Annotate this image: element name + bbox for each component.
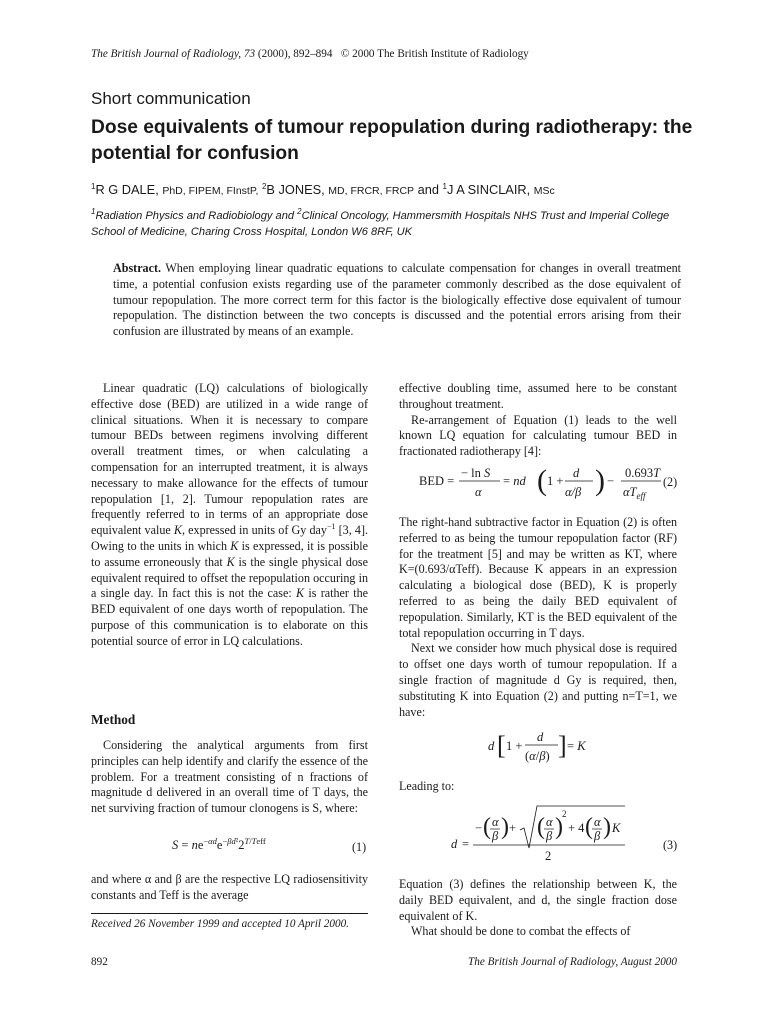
- author-1-affil-mark: 1: [91, 182, 96, 191]
- equation-3: [445, 800, 645, 862]
- equation-1: $S = ne^{-\alpha d}e^{-\beta d^2}2^{T/Teff}$: [172, 836, 266, 852]
- author-2-degrees: MD, FRCR, FRCP: [328, 185, 415, 197]
- svg-text:= K: = K: [567, 739, 586, 753]
- method-paragraph: [91, 738, 368, 817]
- svg-text:d: d: [573, 466, 580, 480]
- svg-text:=: =: [462, 837, 470, 851]
- svg-text:1 +: 1 +: [506, 739, 523, 753]
- abstract-text: When employing linear quadratic equations to calculate compensation for changes in overall treatment time, a potential confusion exists regarding use of the parameter commonly described as the dose equivalent of tumour repopulation. The more correct term for this factor is the biologically effective dose equivalent of tumour repopulation. The distinction between the two concepts is discussed and the potential errors arising from their confusion are illustrated by means of an example.: [113, 261, 681, 339]
- affiliation: [91, 209, 691, 240]
- svg-text:K: K: [612, 821, 621, 835]
- svg-text:−: −: [475, 821, 483, 835]
- article-title: Dose equivalents of tumour repopulation during radiotherapy: the potential for confusion: [91, 117, 693, 164]
- right-column-text-2: The right-hand subtractive factor in Equation (2) is often referred to as being the tumour repopulation factor (RF) for the treatment [5] and may be written as KT, where K=(0.693/αTeff). Because K appears in an expression calculating a biological dose (BED), K is properly referred to as being the daily BED equivalent of repopulation. Similarly, KT is the BED equivalent of the total repopulation occurring in T days. Next we consider how much physical dose is required to offset one days worth of tumour repopulation. If a single fraction of magnitude d Gy is required, then, substituting K into Equation (2) and putting n=T=1, we have:: [399, 515, 677, 719]
- svg-text:[: [: [497, 731, 506, 760]
- page-number: 892: [91, 956, 108, 968]
- svg-text:α: α: [475, 485, 482, 499]
- method-continuation: and where α and β are the respective LQ radiosensitivity constants and Teff is the average: [91, 872, 368, 902]
- svg-text:α/β: α/β: [565, 485, 582, 499]
- intro-paragraph: Linear quadratic (LQ) calculations of biologically effective dose (BED) are utilized in a wide range of clinical situations. When it is necessary to compare tumour BEDs between regimens involving different overall treatment times, or when calculating a compensation for an interrupted treatment, it is always necessary to make allowance for the effects of tumour repopulation [1, 2]. Tumour repopulation rates are frequently referred to in terms of an appropriate dose equivalent value K, expressed in units of Gy day$^{-1}$ [3, 4]. Owing to the units in which K is expressed, it is possible to assume erroneously that K is the single physical dose equivalent required to offset the repopulation occuring in a single day. In fact this is not the case: K is rather the BED equivalent of one days worth of repopulation. The purpose of this communication is to elaborate on this potential source of error in LQ calculations.: [91, 381, 369, 648]
- svg-text:d: d: [537, 730, 544, 744]
- svg-text:(: (: [483, 814, 491, 840]
- author-1-degrees: PhD, FIPEM, FInstP,: [162, 185, 259, 197]
- svg-text:+: +: [509, 821, 517, 835]
- svg-text:β: β: [546, 829, 553, 843]
- svg-text:d: d: [451, 837, 458, 851]
- svg-text:= nd: = nd: [503, 474, 526, 488]
- svg-text:(: (: [585, 814, 593, 840]
- journal-pages: (2000), 892–894: [257, 48, 333, 60]
- right-column-text: effective doubling time, assumed here to be constant throughout treatment. Re-arrangement of Equation (1) leads to the well known LQ equation for calculating tumour BED in fractionated radiotherapy [4]:: [399, 381, 677, 459]
- equation-2: [415, 458, 685, 508]
- received-date: Received 26 November 1999 and accepted 10 April 2000.: [91, 918, 349, 930]
- svg-text:0.693T: 0.693T: [625, 466, 661, 480]
- author-1-name: R G DALE,: [95, 182, 159, 197]
- svg-text:]: ]: [558, 731, 567, 760]
- svg-text:2: 2: [545, 849, 552, 862]
- svg-text:): ): [595, 464, 605, 497]
- author-2-affil-mark: 2: [261, 182, 267, 191]
- equation-3-number: (3): [663, 838, 678, 852]
- svg-text:(: (: [537, 464, 547, 497]
- svg-text:α: α: [492, 815, 499, 829]
- author-3-name: J A SINCLAIR,: [446, 182, 531, 197]
- affil-text-1: Radiation Physics and Radiobiology and: [95, 210, 298, 222]
- footnote-rule: [91, 913, 368, 914]
- author-list: [91, 182, 555, 197]
- svg-text:−: −: [607, 474, 615, 488]
- svg-text:β: β: [594, 829, 601, 843]
- copyright-notice: © 2000 The British Institute of Radiology: [340, 48, 529, 60]
- method-text: Considering the analytical arguments from first principles can help identify and clarify the essence of the problem. For a treatment consisting of n fractions of magnitude d delivered in an overall time of T days, the net surviving fraction of tumour clonogens is S, where:: [91, 738, 368, 816]
- equation-1-number: (1): [352, 840, 367, 854]
- svg-text:β: β: [492, 829, 499, 843]
- equation-2-number: (2): [663, 475, 678, 489]
- author-2-name: B JONES,: [266, 182, 325, 197]
- svg-text:− ln S: − ln S: [461, 466, 491, 480]
- affil-mark-2: 2: [297, 207, 302, 216]
- svg-text:+ 4: + 4: [568, 821, 585, 835]
- right-column-text-3: Equation (3) defines the relationship between K, the daily BED equivalent, and d, the single fraction dose equivalent of K. What should be done to combat the effects of: [399, 877, 677, 939]
- svg-text:(α/β): (α/β): [525, 749, 550, 763]
- svg-text:): ): [603, 814, 611, 840]
- article-type: Short communication: [91, 89, 251, 108]
- journal-citation: [91, 48, 529, 60]
- svg-text:(: (: [537, 814, 545, 840]
- abstract-label: Abstract.: [113, 261, 162, 275]
- author-conjunction: and: [417, 182, 439, 197]
- svg-text:α: α: [594, 815, 601, 829]
- leading-to-text: Leading to:: [399, 779, 455, 793]
- affil-text-2: Clinical Oncology, Hammersmith Hospitals NHS Trust and Imperial College School of Medicine, Charing Cross Hospital, London W6 8RF, UK: [91, 210, 670, 238]
- author-3-affil-mark: 1: [442, 182, 447, 191]
- svg-text:): ): [555, 814, 563, 840]
- equation-d-k: [485, 728, 595, 770]
- svg-text:2: 2: [562, 809, 567, 819]
- svg-text:αTeff: $\alpha T_{eff}$: [623, 485, 646, 501]
- svg-text:α: α: [546, 815, 553, 829]
- svg-text:BED =: BED =: [419, 474, 455, 488]
- journal-volume: 73: [243, 48, 256, 60]
- affil-mark-1: 1: [91, 207, 96, 216]
- author-3-degrees: MSc: [533, 185, 555, 197]
- svg-text:d: d: [488, 739, 495, 753]
- abstract: [113, 261, 681, 340]
- svg-text:): ): [501, 814, 509, 840]
- journal-name: The British Journal of Radiology,: [91, 48, 242, 60]
- svg-text:1 +: 1 +: [547, 474, 564, 488]
- footer-journal: The British Journal of Radiology, August 2000: [468, 956, 677, 968]
- method-heading: Method: [91, 712, 136, 727]
